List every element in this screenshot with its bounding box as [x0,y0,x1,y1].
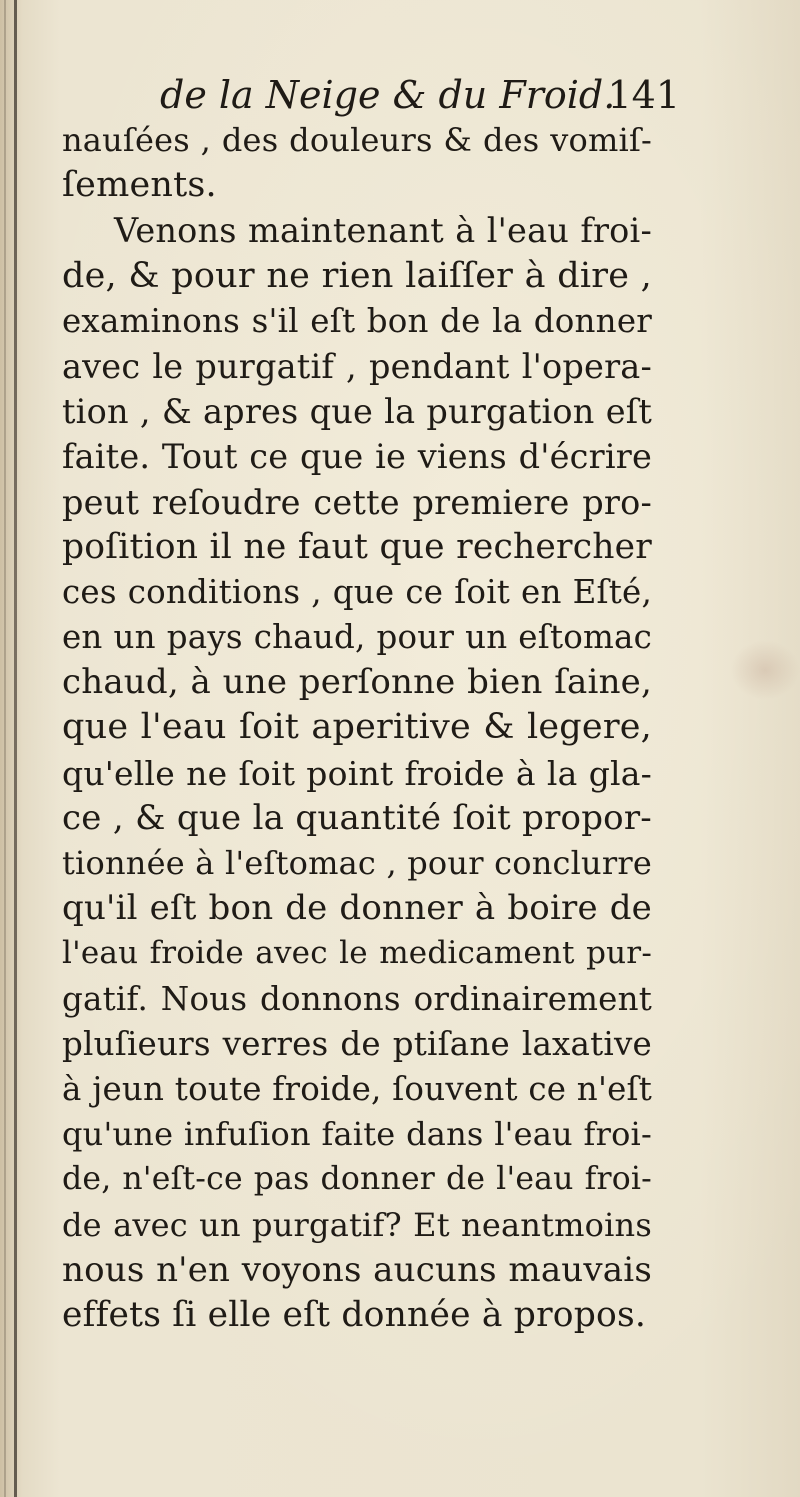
text-line: de, n'eſt-ce pas donner de l'eau froi- [62,1161,652,1198]
page-header [160,70,680,120]
text-line: l'eau froide avec le medicament pur- [62,935,652,972]
text-line: nous n'en voyons aucuns mauvais [62,1249,652,1290]
text-line: examinons s'il eſt bon de la donner [62,301,652,340]
text-line: peut reſoudre cette premiere pro- [62,482,652,522]
text-line: qu'elle ne ſoit point froide à la gla- [62,753,652,793]
text-line: effets ſi elle eſt donnée à propos. [62,1294,647,1335]
text-line: que l'eau ſoit aperitive & legere, [62,707,652,748]
text-line: à jeun toute froide, ſouvent ce n'eſt [62,1069,652,1108]
text-line: en un pays chaud, pour un eſtomac [62,618,652,657]
page-number: 141 [607,73,680,117]
text-line: poſition il ne faut que rechercher [62,526,652,567]
text-line: pluſieurs verres de ptiſane laxative [62,1024,652,1063]
text-line: tion , & apres que la purgation eſt [62,392,652,432]
text-line: avec le purgatif , pendant l'opera- [62,346,652,386]
running-head: de la Neige & du Froid. [160,73,616,117]
text-line: ſements. [62,165,217,206]
text-line: de avec un purgatif? Et neantmoins [62,1205,652,1244]
text-line: Venons maintenant à l'eau froi- [114,211,652,251]
text-line: qu'une infuſion faite dans l'eau froi- [62,1115,652,1154]
text-line: de, & pour ne rien laiſſer à dire , [62,255,652,296]
text-line: tionnée à l'eſtomac , pour conclurre [62,844,652,882]
text-line: ce , & que la quantité ſoit propor- [62,797,652,838]
book-gutter [14,0,17,1497]
text-line: chaud, à une perſonne bien ſaine, [62,662,652,703]
paper-stain [730,640,800,700]
body-text [62,118,652,1338]
page-edge-shadow [4,0,6,1497]
text-line: faite. Tout ce que ie viens d'écrire [62,437,652,477]
text-line: nauſées , des douleurs & des vomiſ- [62,121,652,159]
text-line: gatif. Nous donnons ordinairement [62,979,652,1018]
text-line: ces conditions , que ce ſoit en Eſté, [62,572,652,611]
text-line: qu'il eſt bon de donner à boire de [62,888,652,929]
